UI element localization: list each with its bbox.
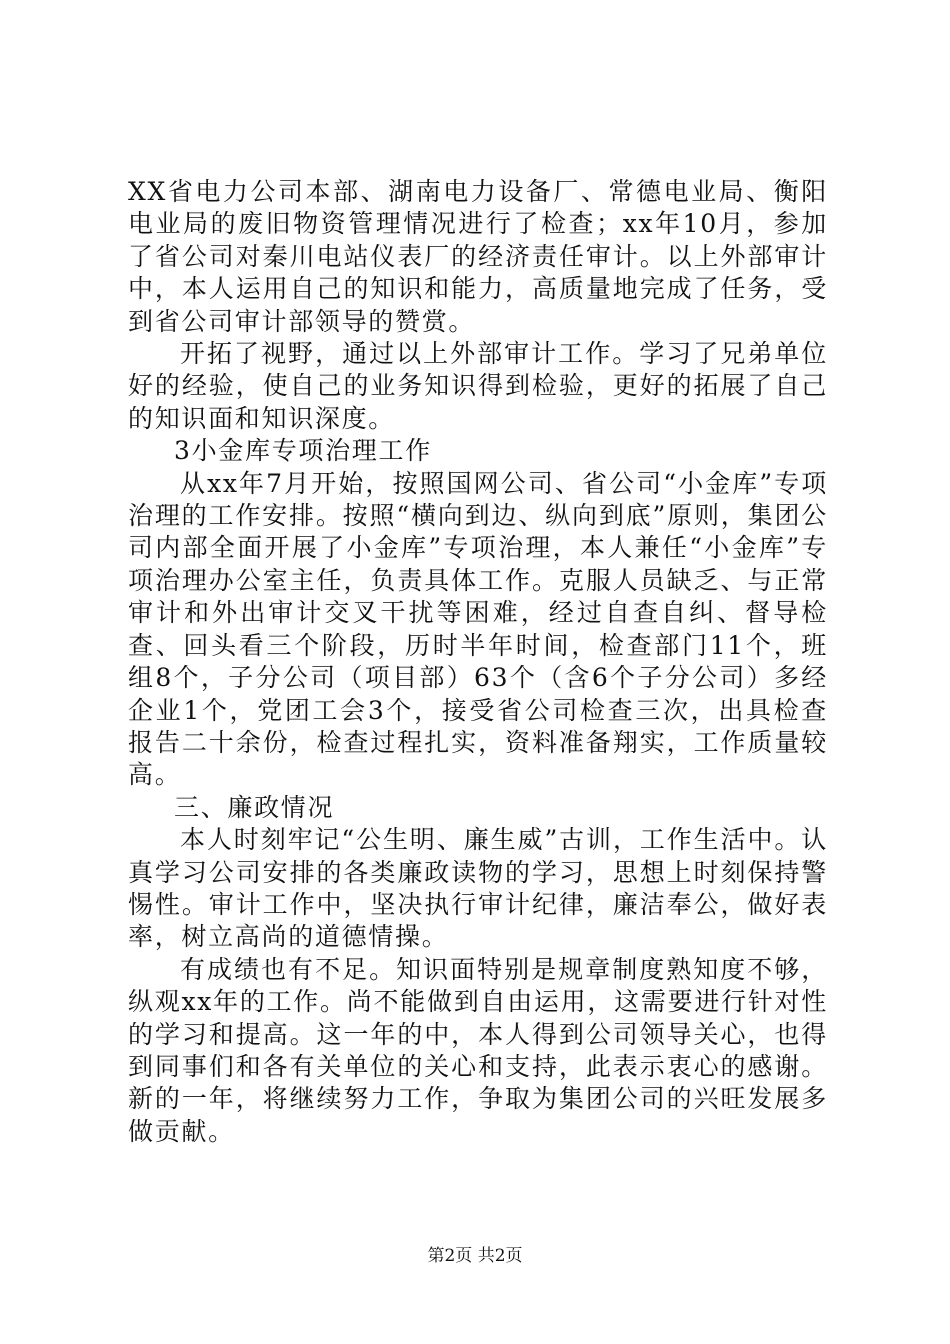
paragraph-small-treasury-work: 从xx年7月开始，按照国网公司、省公司“小金库”专项治理的工作安排。按照“横向到边、纵向到底”原则，集团公司内部全面开展了小金库”专项治理，本人兼任“小金库”专项治理办公室主任，负责具体工作。克服人员缺乏、与正常审计和外出审计交叉干扰等困难，经过自查自纠、督导检查、回头看三个阶段，历时半年时间，检查部门11个，班组8个，子分公司（项目部）63个（含6个子分公司）多经企业1个，党团工会3个，接受省公司检查三次，出具检查报告二十余份，检查过程扎实，资料准备翔实，工作质量较高。 [128,468,828,790]
page-number-footer: 第2页 共2页 [427,1246,523,1266]
section-heading-small-treasury: 3小金库专项治理工作 [174,436,432,466]
paragraph-integrity: 本人时刻牢记“公生明、廉生威”古训，工作生活中。认真学习公司安排的各类廉政读物的学习，思想上时刻保持警惕性。审计工作中，坚决执行审计纪律，廉洁奉公，做好表率，树立高尚的道德情操。 [128,825,828,952]
section-heading-integrity: 三、廉政情况 [174,792,335,822]
paragraph-audit-continuation: XX省电力公司本部、湖南电力设备厂、常德电业局、衡阳电业局的废旧物资管理情况进行了检查；xx年10月，参加了省公司对秦川电站仪表厂的经济责任审计。以上外部审计中，本人运用自己的知识和能力，高质量地完成了任务，受到省公司审计部领导的赞赏。 [128,177,828,336]
paragraph-conclusion: 有成绩也有不足。知识面特别是规章制度熟知度不够，纵观xx年的工作。尚不能做到自由运用，这需要进行针对性的学习和提高。这一年的中，本人得到公司领导关心，也得到同事们和各有关单位的关心和支持，此表示衷心的感谢。新的一年，将继续努力工作，争取为集团公司的兴旺发展多做贡献。 [128,954,828,1146]
document-body [128,176,828,1148]
paragraph-broadened-horizons: 开拓了视野，通过以上外部审计工作。学习了兄弟单位好的经验，使自己的业务知识得到检验，更好的拓展了自己的知识面和知识深度。 [128,339,828,433]
